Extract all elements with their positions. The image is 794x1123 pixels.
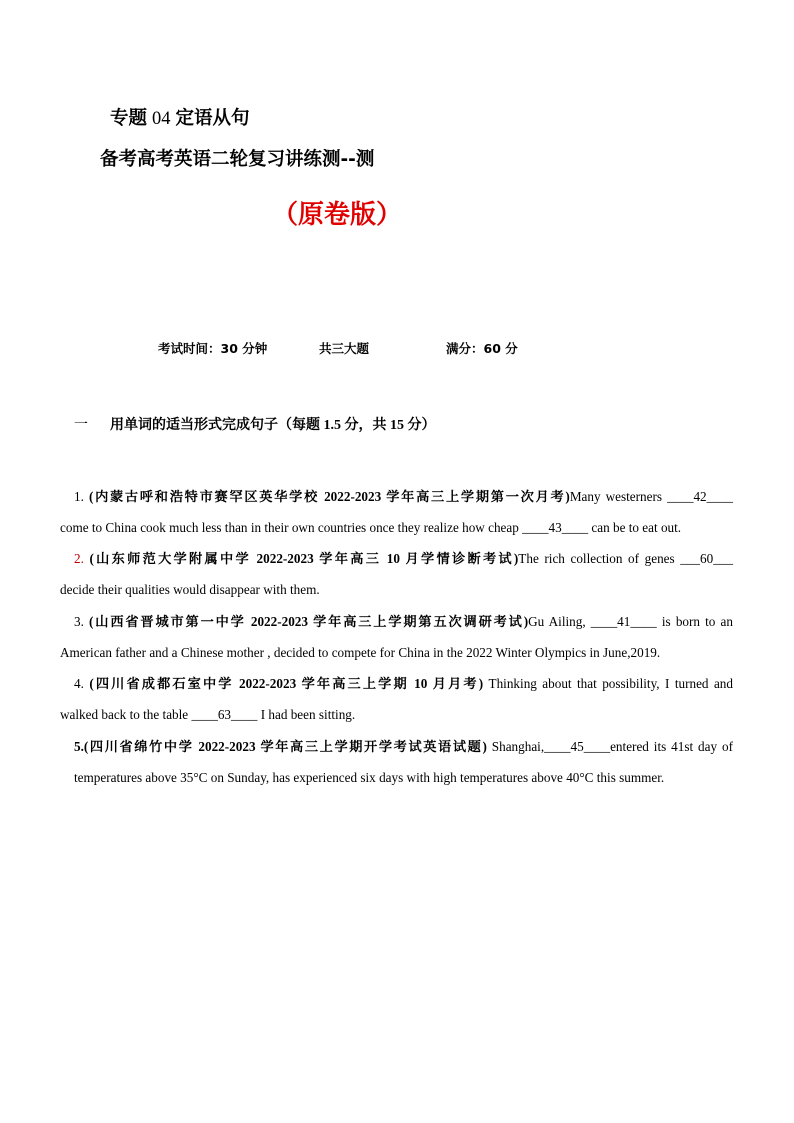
question-continuation: decide their qualities would disappear with them. [60,582,320,597]
document-subtitle: 备考高考英语二轮复习讲练测--测 [100,149,375,170]
question-continuation: temperatures above 35°C on Sunday, has experienced six days with high temperatures above 40°C this summer. [74,770,665,785]
question-continuation: come to China cook much less than in their own countries once they realize how cheap ____43____ can be to eat out. [60,520,682,535]
exam-time: 考试时间：30 分钟 [158,341,268,356]
question-continuation: American father and a Chinese mother , decided to compete for China in the 2022 Winter Olympics in June,2019. [60,645,661,660]
topic-title: 专题 04 定语从句 [110,108,250,129]
question-count: 共三大题 [319,341,370,356]
question-item: 5.(四川省绵竹中学 2022-2023 学年高三上学期开学考试英语试题) Shanghai,____45____entered its 41st day of [74,739,733,754]
question-item: 4. (四川省成都石室中学 2022-2023 学年高三上学期 10 月月考) Thinking about that possibility, I turned and [74,676,733,691]
version-label: （原卷版） [272,200,403,230]
question-item: 2. (山东师范大学附属中学 2022-2023 学年高三 10 月学情诊断考试)The rich collection of genes ___60___ [74,551,733,566]
full-score: 满分：60 分 [446,341,518,356]
question-item: 3. (山西省晋城市第一中学 2022-2023 学年高三上学期第五次调研考试)Gu Ailing, ____41____ is born to an [74,614,733,629]
section-heading: 一 用单词的适当形式完成句子（每题 1.5 分，共 15 分） [74,417,436,433]
question-item: 1. (内蒙古呼和浩特市赛罕区英华学校 2022-2023 学年高三上学期第一次月考)Many westerners ____42____ [74,489,734,504]
question-continuation: walked back to the table ____63____ I had been sitting. [60,707,356,722]
